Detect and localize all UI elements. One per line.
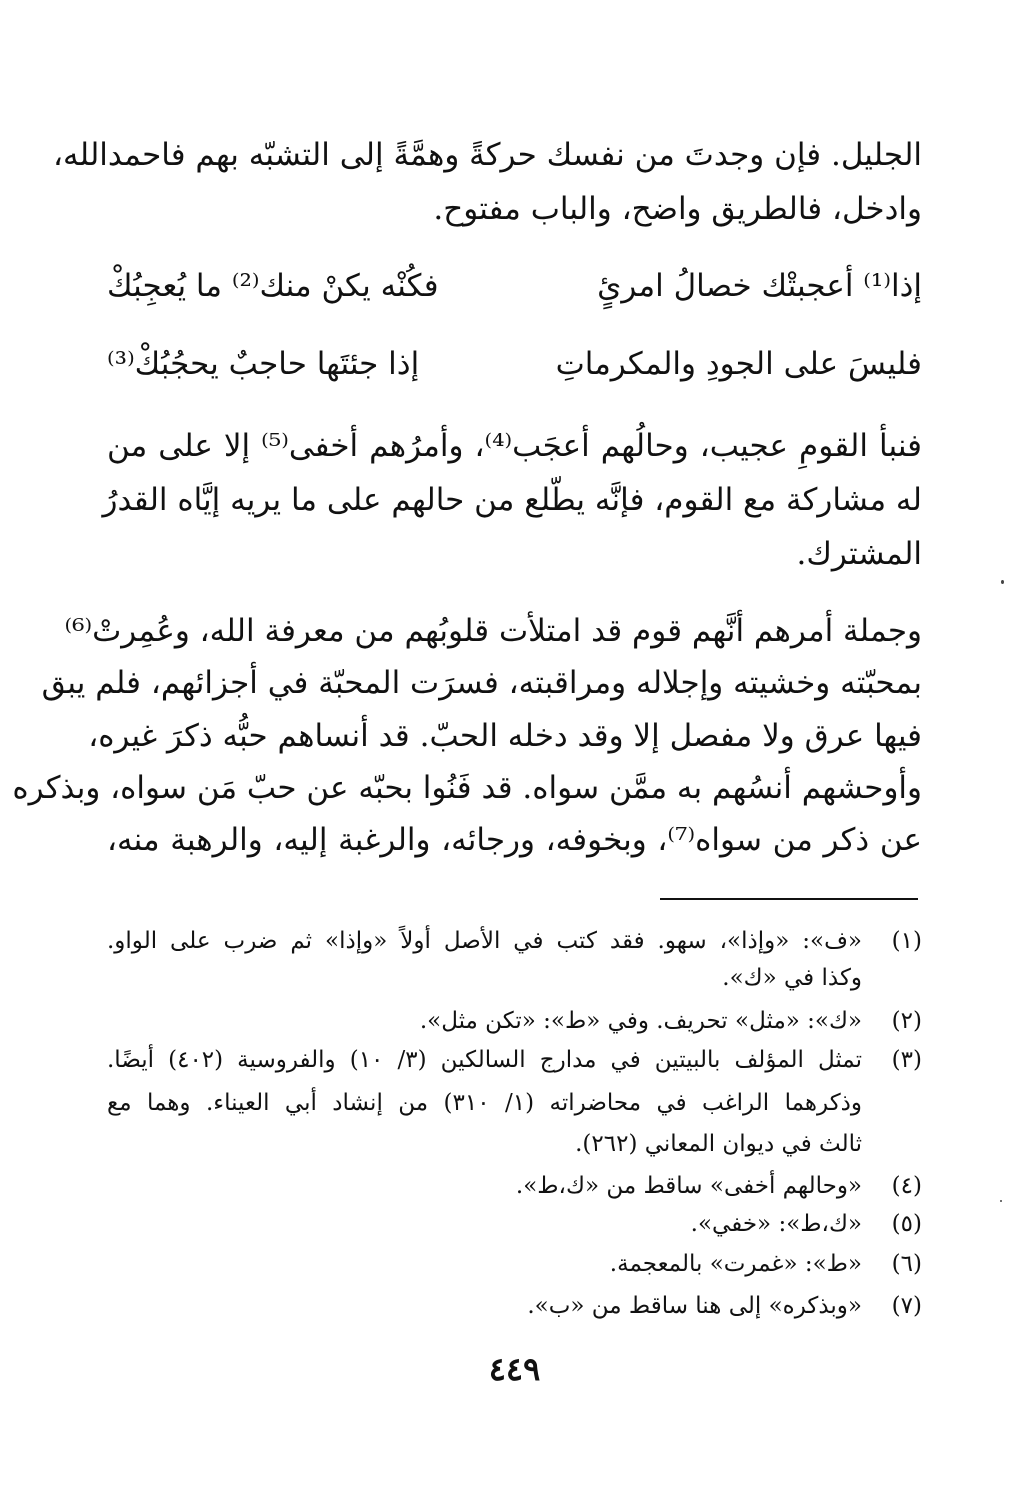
footnote-text: ثالث في ديوان المعاني (٢٦٢).: [575, 1131, 862, 1157]
footnote-number: (٦): [891, 1251, 922, 1277]
body-line: عن ذكر من سواه⁽⁷⁾، وبخوفه، ورجائه، والرغبة إليه، والرهبة منه،: [107, 822, 922, 858]
footnote-separator: [660, 898, 918, 900]
body-line: المشترك.: [796, 536, 922, 572]
body-line: وأوحشهم أنسُهم به ممَّن سواه. قد فَنُوا بحبّه عن حبّ مَن سواه، وبذكره: [12, 770, 922, 806]
footnote-number: (١): [891, 928, 922, 954]
body-line: بمحبّته وخشيته وإجلاله ومراقبته، فسرَت المحبّة في أجزائهم، فلم يبق: [41, 665, 922, 701]
footnote-text: تمثل المؤلف بالبيتين في مدارج السالكين (٣/ ١٠) والفروسية (٤٠٢) أيضًا.: [107, 1047, 863, 1073]
footnote-text: «وحالهم أخفى» ساقط من «ك،ط».: [515, 1173, 862, 1199]
verse-hemistich: إذا⁽¹⁾ أعجبتْك خصالُ امرئٍ: [597, 268, 922, 304]
verse-line: [107, 256, 922, 316]
footnote-number: (٧): [891, 1293, 922, 1319]
footnote-number: (٢): [891, 1008, 922, 1034]
footnote-number: (٣): [891, 1047, 922, 1073]
body-line: فنبأ القومِ عجيب، وحالُهم أعجَب⁽⁴⁾، وأمرُهم أخفى⁽⁵⁾ إلا على من: [107, 428, 922, 464]
verse-hemistich: فكُنْه يكنْ منك⁽²⁾ ما يُعجِبُكْ: [107, 268, 439, 304]
body-line: وادخل، فالطريق واضح، والباب مفتوح.: [433, 191, 922, 227]
body-line: فيها عرق ولا مفصل إلا وقد دخله الحبّ. قد أنساهم حبُّه ذكرَ غيره،: [88, 718, 922, 754]
body-line: وجملة أمرهم أنَّهم قوم قد امتلأت قلوبُهم من معرفة الله، وعُمِرتْ⁽⁶⁾: [64, 613, 922, 649]
footnote-text: «وبذكره» إلى هنا ساقط من «ب».: [527, 1293, 862, 1319]
page-number: ٤٤٩: [488, 1350, 541, 1388]
footnote-number: (٥): [891, 1211, 922, 1237]
body-line: له مشاركة مع القوم، فإنَّه يطّلع من حالهم على ما يريه إيَّاه القدرُ: [102, 482, 922, 518]
verse-hemistich: إذا جئتَها حاجبٌ يحجُبُكْ⁽³⁾: [107, 346, 420, 382]
footnote-text: «ف»: «وإذا»، سهو. فقد كتب في الأصل أولاً «وإذا» ثم ضرب على الواو.: [107, 928, 862, 954]
footnote-text: «ك،ط»: «خفي».: [690, 1211, 862, 1237]
footnote-text: «ط»: «غمرت» بالمعجمة.: [609, 1251, 862, 1277]
footnote-text: «ك»: «مثل» تحريف. وفي «ط»: «تكن مثل».: [419, 1008, 862, 1034]
verse-hemistich: فليسَ على الجودِ والمكرماتِ: [555, 346, 922, 382]
footnote-number: (٤): [891, 1173, 922, 1199]
scan-speck: [1001, 580, 1004, 584]
scan-speck: [1000, 1200, 1002, 1202]
footnote-text: وذكرهما الراغب في محاضراته (١/ ٣١٠) من إنشاد أبي العيناء. وهما مع: [107, 1090, 862, 1116]
body-line: الجليل. فإن وجدتَ من نفسك حركةً وهمَّةً إلى التشبّه بهم فاحمدالله،: [52, 137, 922, 173]
verse-line: [107, 334, 922, 394]
footnote-text: وكذا في «ك».: [722, 965, 862, 991]
